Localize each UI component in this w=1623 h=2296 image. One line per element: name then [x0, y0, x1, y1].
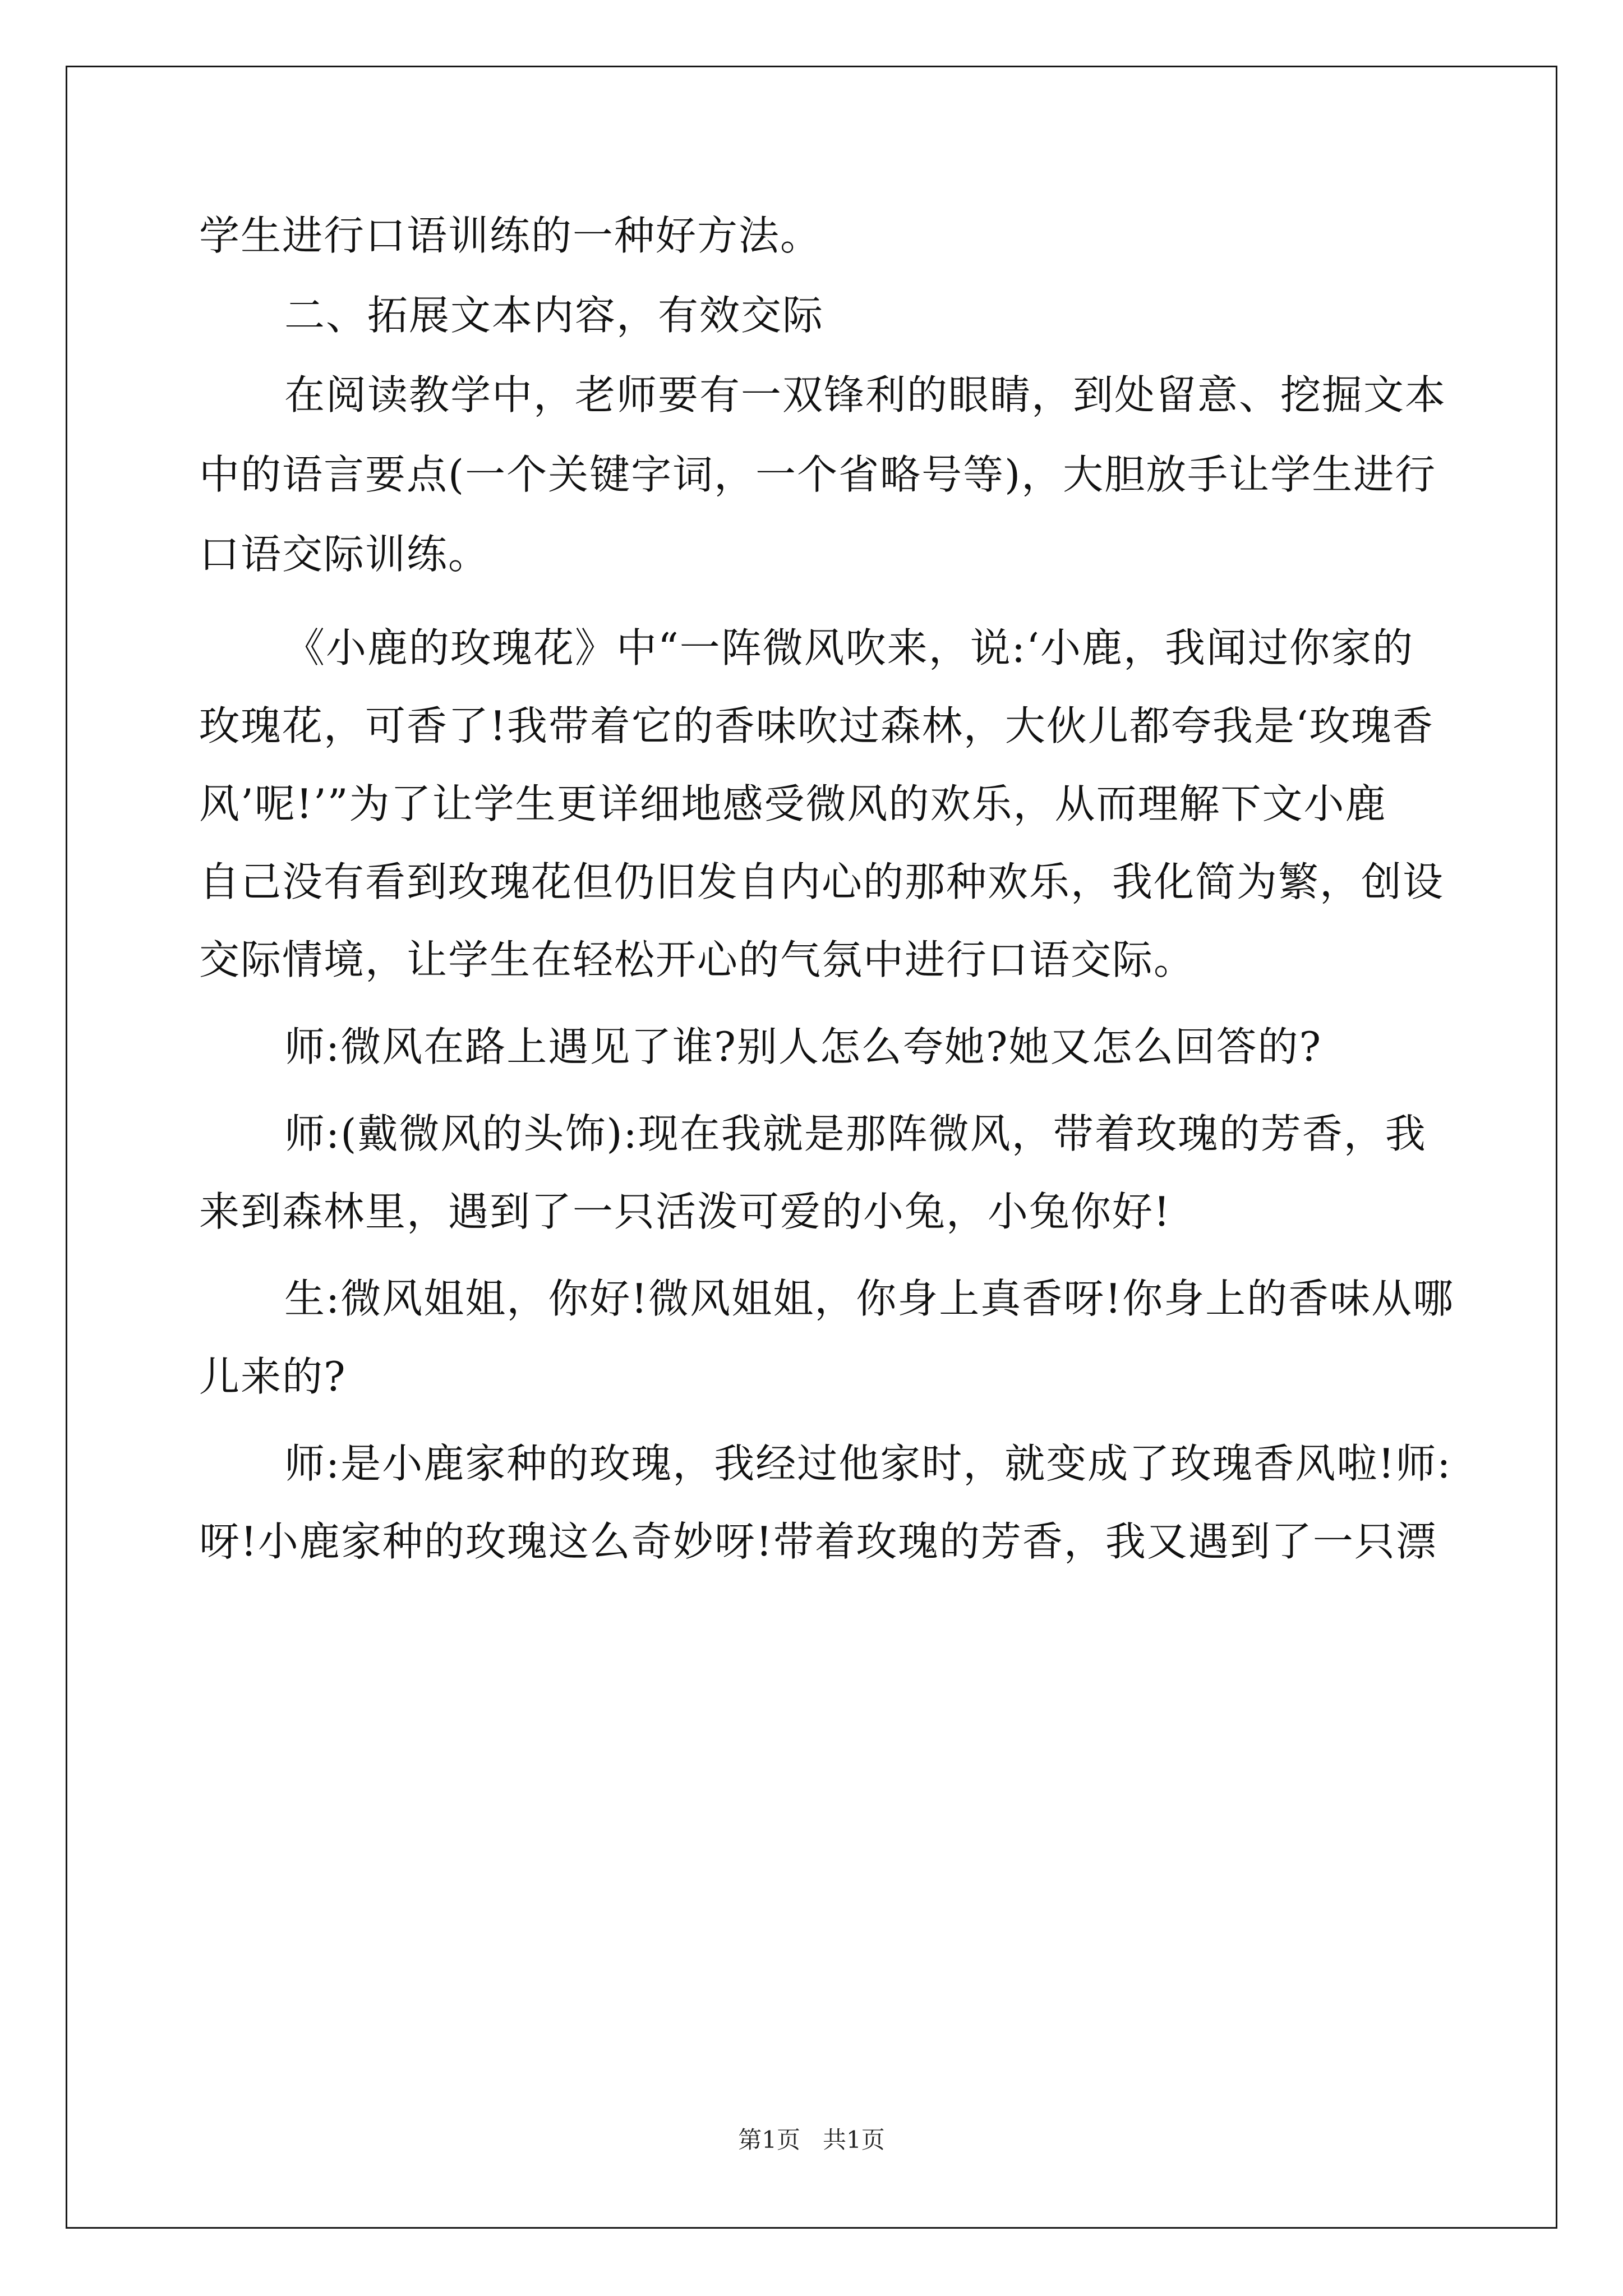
- text-line: 来到森林里，遇到了一只活泼可爱的小兔，小兔你好!: [199, 1188, 1171, 1235]
- text-line: 玫瑰花，可香了!我带着它的香味吹过森林，大伙儿都夸我是‘玫瑰香: [199, 702, 1434, 749]
- text-line: 中的语言要点(一个关键字词，一个省略号等)，大胆放手让学生进行: [199, 451, 1437, 498]
- page-footer: 第1页 共1页: [738, 2126, 885, 2154]
- dialogue-line: 师:微风在路上遇见了谁?别人怎么夸她?她又怎么回答的?: [284, 1023, 1322, 1070]
- dialogue-line: 生:微风姐姐，你好!微风姐姐，你身上真香呀!你身上的香味从哪: [284, 1275, 1455, 1322]
- text-line: 呀!小鹿家种的玫瑰这么奇妙呀!带着玫瑰的芳香，我又遇到了一只漂: [199, 1518, 1437, 1565]
- text-line: 风’呢!’”为了让学生更详细地感受微风的欢乐，从而理解下文小鹿: [199, 780, 1387, 827]
- paragraph-start: 在阅读教学中，老师要有一双锋利的眼睛，到处留意、挖掘文本: [284, 371, 1447, 418]
- section-heading: 二、拓展文本内容，有效交际: [284, 292, 824, 339]
- text-line: 学生进行口语训练的一种好方法。: [199, 212, 822, 259]
- dialogue-line: 师:(戴微风的头饰):现在我就是那阵微风，带着玫瑰的芳香，我: [284, 1110, 1427, 1157]
- text-line: 口语交际训练。: [199, 531, 490, 578]
- text-line: 儿来的?: [199, 1353, 347, 1400]
- dialogue-line: 师:是小鹿家种的玫瑰，我经过他家时，就变成了玫瑰香风啦!师:: [284, 1440, 1452, 1487]
- text-line: 自己没有看到玫瑰花但仍旧发自内心的那种欢乐，我化简为繁，创设: [199, 858, 1445, 905]
- paragraph-start: 《小鹿的玫瑰花》中“一阵微风吹来，说:‘小鹿，我闻过你家的: [284, 624, 1414, 671]
- text-line: 交际情境，让学生在轻松开心的气氛中进行口语交际。: [199, 936, 1196, 983]
